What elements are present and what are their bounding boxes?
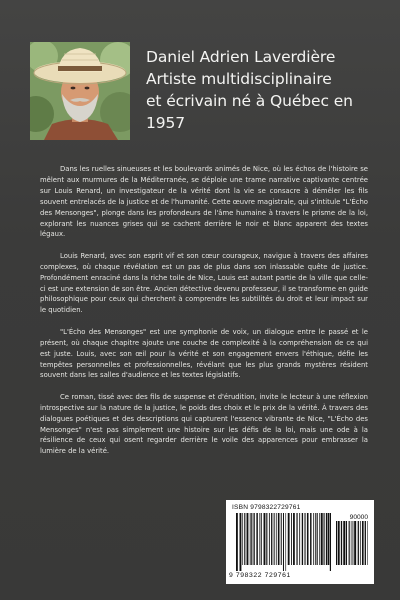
- ean-barcode: [236, 513, 331, 571]
- synopsis-paragraph: Dans les ruelles sinueuses et les boulevards animés de Nice, où les échos de l'histoire se mêlent aux murmures de la Méditerranée, se déploie une trame narrative captivante centrée sur Louis Renard, un investigateur de la vérité dont la vie se consacre à démêler les fils souvent entrelacés de la justice et de l'humanité. Cette œuvre magistrale, qui s'intitule "L'Écho des Mensonges", plonge dans les profondeurs de l'âme humaine à travers le prisme de la loi, explorant les nuances grises qui se cachent derrière le noir et blanc apparent des textes légaux.: [40, 165, 368, 239]
- author-title-line: Artiste multidisciplinaire: [146, 70, 332, 88]
- price-code: 90000: [349, 514, 368, 521]
- synopsis-paragraph: Ce roman, tissé avec des fils de suspense et d'érudition, invite le lecteur à une réflexion introspective sur la nature de la justice, le poids des choix et le prix de la vérité. À travers des dialogues poétiques et des descriptions qui capturent l'essence vibrante de Nice, "L'Écho des Mensonges" n'est pas simplement une histoire sur les défis de la loi, mais une ode à la résilience de ceux qui osent regarder derrière le voile des apparences pour embrasser la lumière de la vérité.: [40, 392, 368, 456]
- author-title-line: et écrivain né à Québec en: [146, 92, 353, 110]
- addon-barcode: [336, 521, 368, 571]
- author-title: [146, 46, 386, 134]
- synopsis-paragraph: Louis Renard, avec son esprit vif et son cœur courageux, navigue à travers des affaires complexes, où chaque révélation est un pas de plus dans son inlassable quête de justice. Profondément enraciné dans la riche toile de Nice, Louis est autant partie de la ville que celle-ci est une extension de son être. Ancien détective devenu professeur, il se transforme en guide philosophique pour ceux qui cherchent à comprendre les subtilités du droit et leur impact sur le quotidien.: [40, 251, 368, 315]
- barcode-digits: 9 798322 729761: [229, 572, 291, 579]
- synopsis-paragraph: "L'Écho des Mensonges" est une symphonie de voix, un dialogue entre le passé et le présent, où chaque chapitre ajoute une couche de complexité à la compréhension de ce qui est juste. Louis, avec son œil pour la vérité et son engagement envers l'éthique, défie les tempêtes personnelles et professionnelles, révélant que les plus grands mystères résident souvent dans les salles d'audience et les textes législatifs.: [40, 327, 368, 380]
- synopsis: [40, 164, 368, 468]
- author-photo: [30, 42, 130, 140]
- author-title-line: 1957: [146, 114, 186, 132]
- isbn-label: ISBN 9798322729761: [232, 504, 301, 511]
- barcode-box: [226, 500, 374, 584]
- author-title-line: Daniel Adrien Laverdière: [146, 48, 336, 66]
- author-portrait-image: [30, 42, 130, 140]
